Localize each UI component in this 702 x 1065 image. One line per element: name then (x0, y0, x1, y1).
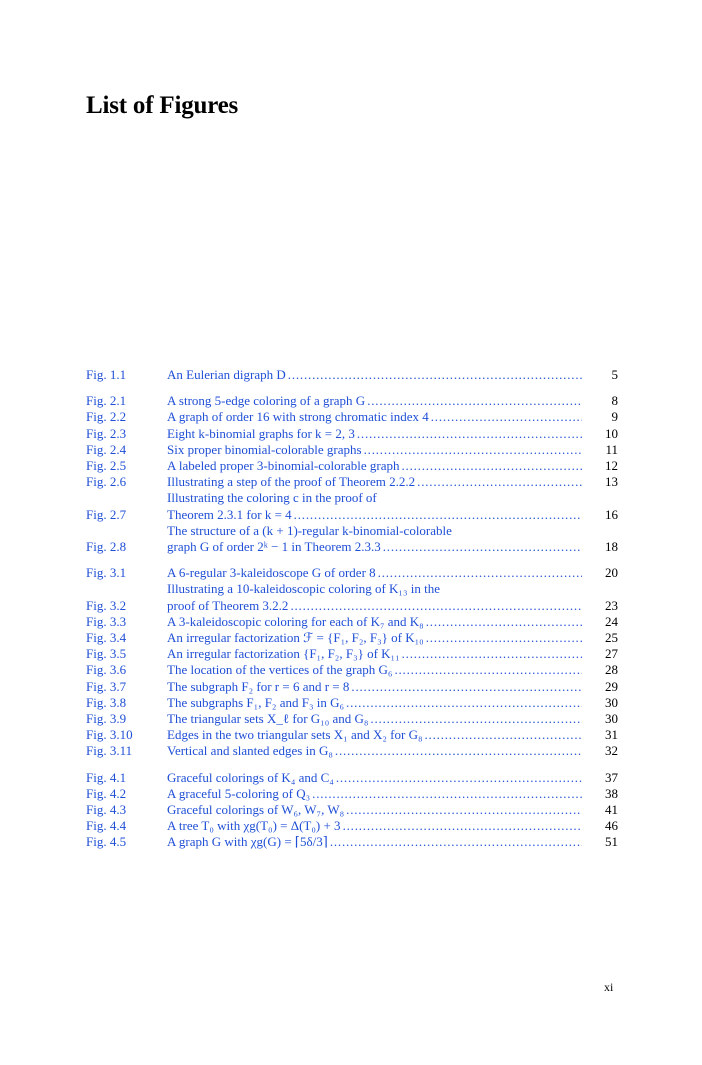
figure-number-link[interactable]: Fig. 4.2 (86, 785, 127, 801)
caption-line[interactable]: A labeled proper 3-binomial-colorable graph (167, 458, 400, 474)
dot-leader (351, 679, 582, 695)
figure-caption[interactable] (167, 523, 586, 555)
figure-page-number: 41 (605, 802, 618, 818)
figure-number-link[interactable]: Fig. 3.4 (86, 630, 127, 646)
figure-caption[interactable] (167, 662, 586, 678)
caption-line[interactable]: A 3-kaleidoscopic coloring for each of K₇ and K₈ (167, 613, 424, 629)
figure-entry[interactable] (86, 581, 618, 613)
figure-caption[interactable] (167, 802, 586, 818)
dot-leader (290, 598, 582, 614)
dot-leader (401, 458, 582, 474)
figure-page-number: 16 (605, 506, 618, 522)
figure-caption[interactable] (167, 614, 586, 630)
caption-line[interactable]: Illustrating a step of the proof of Theorem 2.2.2 (167, 474, 416, 490)
figure-number-link[interactable]: Fig. 2.8 (86, 539, 127, 555)
figure-caption[interactable] (167, 786, 586, 802)
caption-line[interactable]: Eight k-binomial graphs for k = 2, 3 (167, 425, 355, 441)
figure-entry[interactable] (86, 743, 618, 759)
figure-entry[interactable] (86, 770, 618, 786)
figure-entry[interactable] (86, 442, 618, 458)
caption-line[interactable]: Graceful colorings of K₄ and C₄ (167, 769, 334, 785)
figure-page-number: 51 (605, 834, 618, 850)
figure-entry[interactable] (86, 523, 618, 555)
dot-leader (343, 818, 582, 834)
figure-entry[interactable] (86, 426, 618, 442)
figure-number-link[interactable]: Fig. 4.3 (86, 802, 127, 818)
figure-caption[interactable] (167, 743, 586, 759)
dot-leader (330, 834, 582, 850)
figure-caption[interactable] (167, 695, 586, 711)
figure-entry[interactable] (86, 409, 618, 425)
figure-page-number: 25 (605, 630, 618, 646)
dot-leader (364, 442, 582, 458)
figure-number-link[interactable]: Fig. 3.9 (86, 711, 127, 727)
figure-number-link[interactable]: Fig. 2.1 (86, 393, 127, 409)
caption-line[interactable]: The location of the vertices of the graph G₆ (167, 662, 393, 678)
figure-page-number: 11 (605, 441, 618, 457)
dot-leader (394, 662, 582, 678)
figure-group (86, 367, 618, 383)
figure-number-link[interactable]: Fig. 2.4 (86, 441, 127, 457)
figure-page-number: 13 (605, 474, 618, 490)
figure-page-number: 46 (605, 818, 618, 834)
figure-entry[interactable] (86, 695, 618, 711)
figure-caption[interactable] (167, 581, 586, 613)
figure-entry[interactable] (86, 711, 618, 727)
figure-caption[interactable] (167, 367, 586, 383)
dot-leader (357, 426, 582, 442)
figure-caption[interactable] (167, 770, 586, 786)
figure-page-number: 20 (605, 565, 618, 581)
figure-entry[interactable] (86, 565, 618, 581)
figure-page-number: 30 (605, 694, 618, 710)
figure-number-link[interactable]: Fig. 3.7 (86, 678, 127, 694)
figure-entry[interactable] (86, 786, 618, 802)
figure-group (86, 565, 618, 759)
dot-leader (417, 474, 582, 490)
dot-leader (294, 507, 582, 523)
figure-entry[interactable] (86, 614, 618, 630)
figure-caption[interactable] (167, 442, 586, 458)
figure-entry[interactable] (86, 818, 618, 834)
figure-page-number: 29 (605, 678, 618, 694)
figure-caption[interactable] (167, 565, 586, 581)
figure-page-number: 37 (605, 769, 618, 785)
figure-page-number: 8 (611, 393, 618, 409)
figure-number-link[interactable]: Fig. 2.2 (86, 409, 127, 425)
dot-leader (367, 393, 582, 409)
figure-page-number: 24 (605, 613, 618, 629)
caption-line[interactable]: proof of Theorem 3.2.2 (167, 597, 289, 613)
figure-page-number: 12 (605, 458, 618, 474)
caption-line[interactable]: Illustrating the coloring c in the proof of (167, 490, 377, 506)
figure-group (86, 770, 618, 851)
figure-page-number: 28 (605, 662, 618, 678)
figure-number-link[interactable]: Fig. 3.11 (86, 743, 133, 759)
caption-line[interactable]: graph G of order 2ᵏ − 1 in Theorem 2.3.3 (167, 539, 381, 555)
figure-number-link[interactable]: Fig. 3.2 (86, 597, 127, 613)
figure-page-number: 31 (605, 727, 618, 743)
caption-line[interactable]: The structure of a (k + 1)-regular k-binomial-colorable (167, 522, 452, 538)
figure-entry[interactable] (86, 367, 618, 383)
dot-leader (431, 409, 582, 425)
caption-line[interactable]: The subgraph F₂ for r = 6 and r = 8 (167, 678, 350, 694)
figure-caption[interactable] (167, 630, 586, 646)
caption-line[interactable]: Theorem 2.3.1 for k = 4 (167, 506, 292, 522)
dot-leader (402, 646, 582, 662)
figure-page-number: 32 (605, 743, 618, 759)
figure-entry[interactable] (86, 727, 618, 743)
page-number: xi (604, 980, 614, 994)
figure-entry[interactable] (86, 490, 618, 522)
figure-number-link[interactable]: Fig. 3.5 (86, 646, 127, 662)
figure-page-number: 30 (605, 711, 618, 727)
figure-caption[interactable] (167, 818, 586, 834)
figure-number-link[interactable]: Fig. 4.1 (86, 769, 127, 785)
figure-number-link[interactable]: Fig. 3.6 (86, 662, 127, 678)
caption-line[interactable]: A tree T₀ with χg(T₀) = Δ(T₀) + 3 (167, 818, 341, 834)
caption-line[interactable]: A strong 5-edge coloring of a graph G (167, 393, 366, 409)
figure-number-link[interactable]: Fig. 3.1 (86, 565, 127, 581)
figure-caption[interactable] (167, 409, 586, 425)
figure-caption[interactable] (167, 679, 586, 695)
dot-leader (346, 802, 582, 818)
figure-number-link[interactable]: Fig. 3.10 (86, 727, 133, 743)
figure-page-number: 10 (605, 425, 618, 441)
figure-page-number: 18 (605, 539, 618, 555)
figure-caption[interactable] (167, 393, 586, 409)
dot-leader (383, 539, 582, 555)
figure-list (86, 367, 618, 861)
figure-caption[interactable] (167, 490, 586, 522)
figure-number-link[interactable]: Fig. 3.8 (86, 694, 127, 710)
figure-entry[interactable] (86, 474, 618, 490)
caption-line[interactable]: An irregular factorization {F₁, F₂, F₃} of K₁₁ (167, 646, 400, 662)
figure-page-number: 27 (605, 646, 618, 662)
figure-entry[interactable] (86, 646, 618, 662)
caption-line[interactable]: Vertical and slanted edges in G₈ (167, 743, 333, 759)
dot-leader (335, 743, 582, 759)
page-title: List of Figures (86, 92, 239, 119)
figure-number-link[interactable]: Fig. 1.1 (86, 367, 127, 382)
dot-leader (378, 565, 582, 581)
figure-page-number: 38 (605, 785, 618, 801)
figure-caption[interactable] (167, 474, 586, 490)
figure-entry[interactable] (86, 662, 618, 678)
caption-line[interactable]: Edges in the two triangular sets X₁ and X₂ for G₈ (167, 727, 423, 743)
caption-line[interactable]: Illustrating a 10-kaleidoscopic coloring of K₁₃ in the (167, 581, 440, 597)
figure-entry[interactable] (86, 679, 618, 695)
caption-line[interactable]: A graph G with χg(G) = ⌈5δ/3⌉ (167, 834, 328, 850)
dot-leader (336, 770, 582, 786)
dot-leader (426, 630, 582, 646)
figure-page-number: 23 (605, 597, 618, 613)
figure-entry[interactable] (86, 834, 618, 850)
dot-leader (346, 695, 582, 711)
figure-number-link[interactable]: Fig. 4.4 (86, 818, 127, 834)
caption-line[interactable]: Six proper binomial-colorable graphs (167, 441, 362, 457)
figure-caption[interactable] (167, 711, 586, 727)
figure-group (86, 393, 618, 555)
dot-leader (425, 727, 583, 743)
dot-leader (426, 614, 582, 630)
figure-number-link[interactable]: Fig. 2.7 (86, 506, 127, 522)
dot-leader (288, 367, 582, 383)
figure-caption[interactable] (167, 834, 586, 850)
caption-line[interactable]: A graceful 5-coloring of Q₃ (167, 785, 311, 801)
figure-number-link[interactable]: Fig. 2.6 (86, 474, 127, 490)
figure-caption[interactable] (167, 426, 586, 442)
figure-caption[interactable] (167, 646, 586, 662)
figure-entry[interactable] (86, 802, 618, 818)
caption-line[interactable]: The triangular sets X_ℓ for G₁₀ and G₈ (167, 711, 369, 727)
caption-line[interactable]: A 6-regular 3-kaleidoscope G of order 8 (167, 565, 376, 581)
figure-entry[interactable] (86, 393, 618, 409)
figure-number-link[interactable]: Fig. 4.5 (86, 834, 127, 850)
caption-line[interactable]: A graph of order 16 with strong chromatic index 4 (167, 409, 429, 425)
figure-page-number: 9 (611, 409, 618, 425)
figure-entry[interactable] (86, 458, 618, 474)
caption-line[interactable]: An Eulerian digraph D (167, 367, 286, 382)
caption-line[interactable]: The subgraphs F₁, F₂ and F₃ in G₆ (167, 694, 345, 710)
figure-number-link[interactable]: Fig. 2.3 (86, 425, 127, 441)
figure-page-number: 5 (611, 367, 618, 382)
caption-line[interactable]: Graceful colorings of W₆, W₇, W₈ (167, 802, 345, 818)
dot-leader (370, 711, 582, 727)
figure-number-link[interactable]: Fig. 2.5 (86, 458, 127, 474)
dot-leader (312, 786, 582, 802)
figure-number-link[interactable]: Fig. 3.3 (86, 613, 127, 629)
caption-line[interactable]: An irregular factorization ℱ = {F₁, F₂, F₃} of K₁₀ (167, 630, 424, 646)
figure-caption[interactable] (167, 727, 586, 743)
figure-caption[interactable] (167, 458, 586, 474)
figure-entry[interactable] (86, 630, 618, 646)
